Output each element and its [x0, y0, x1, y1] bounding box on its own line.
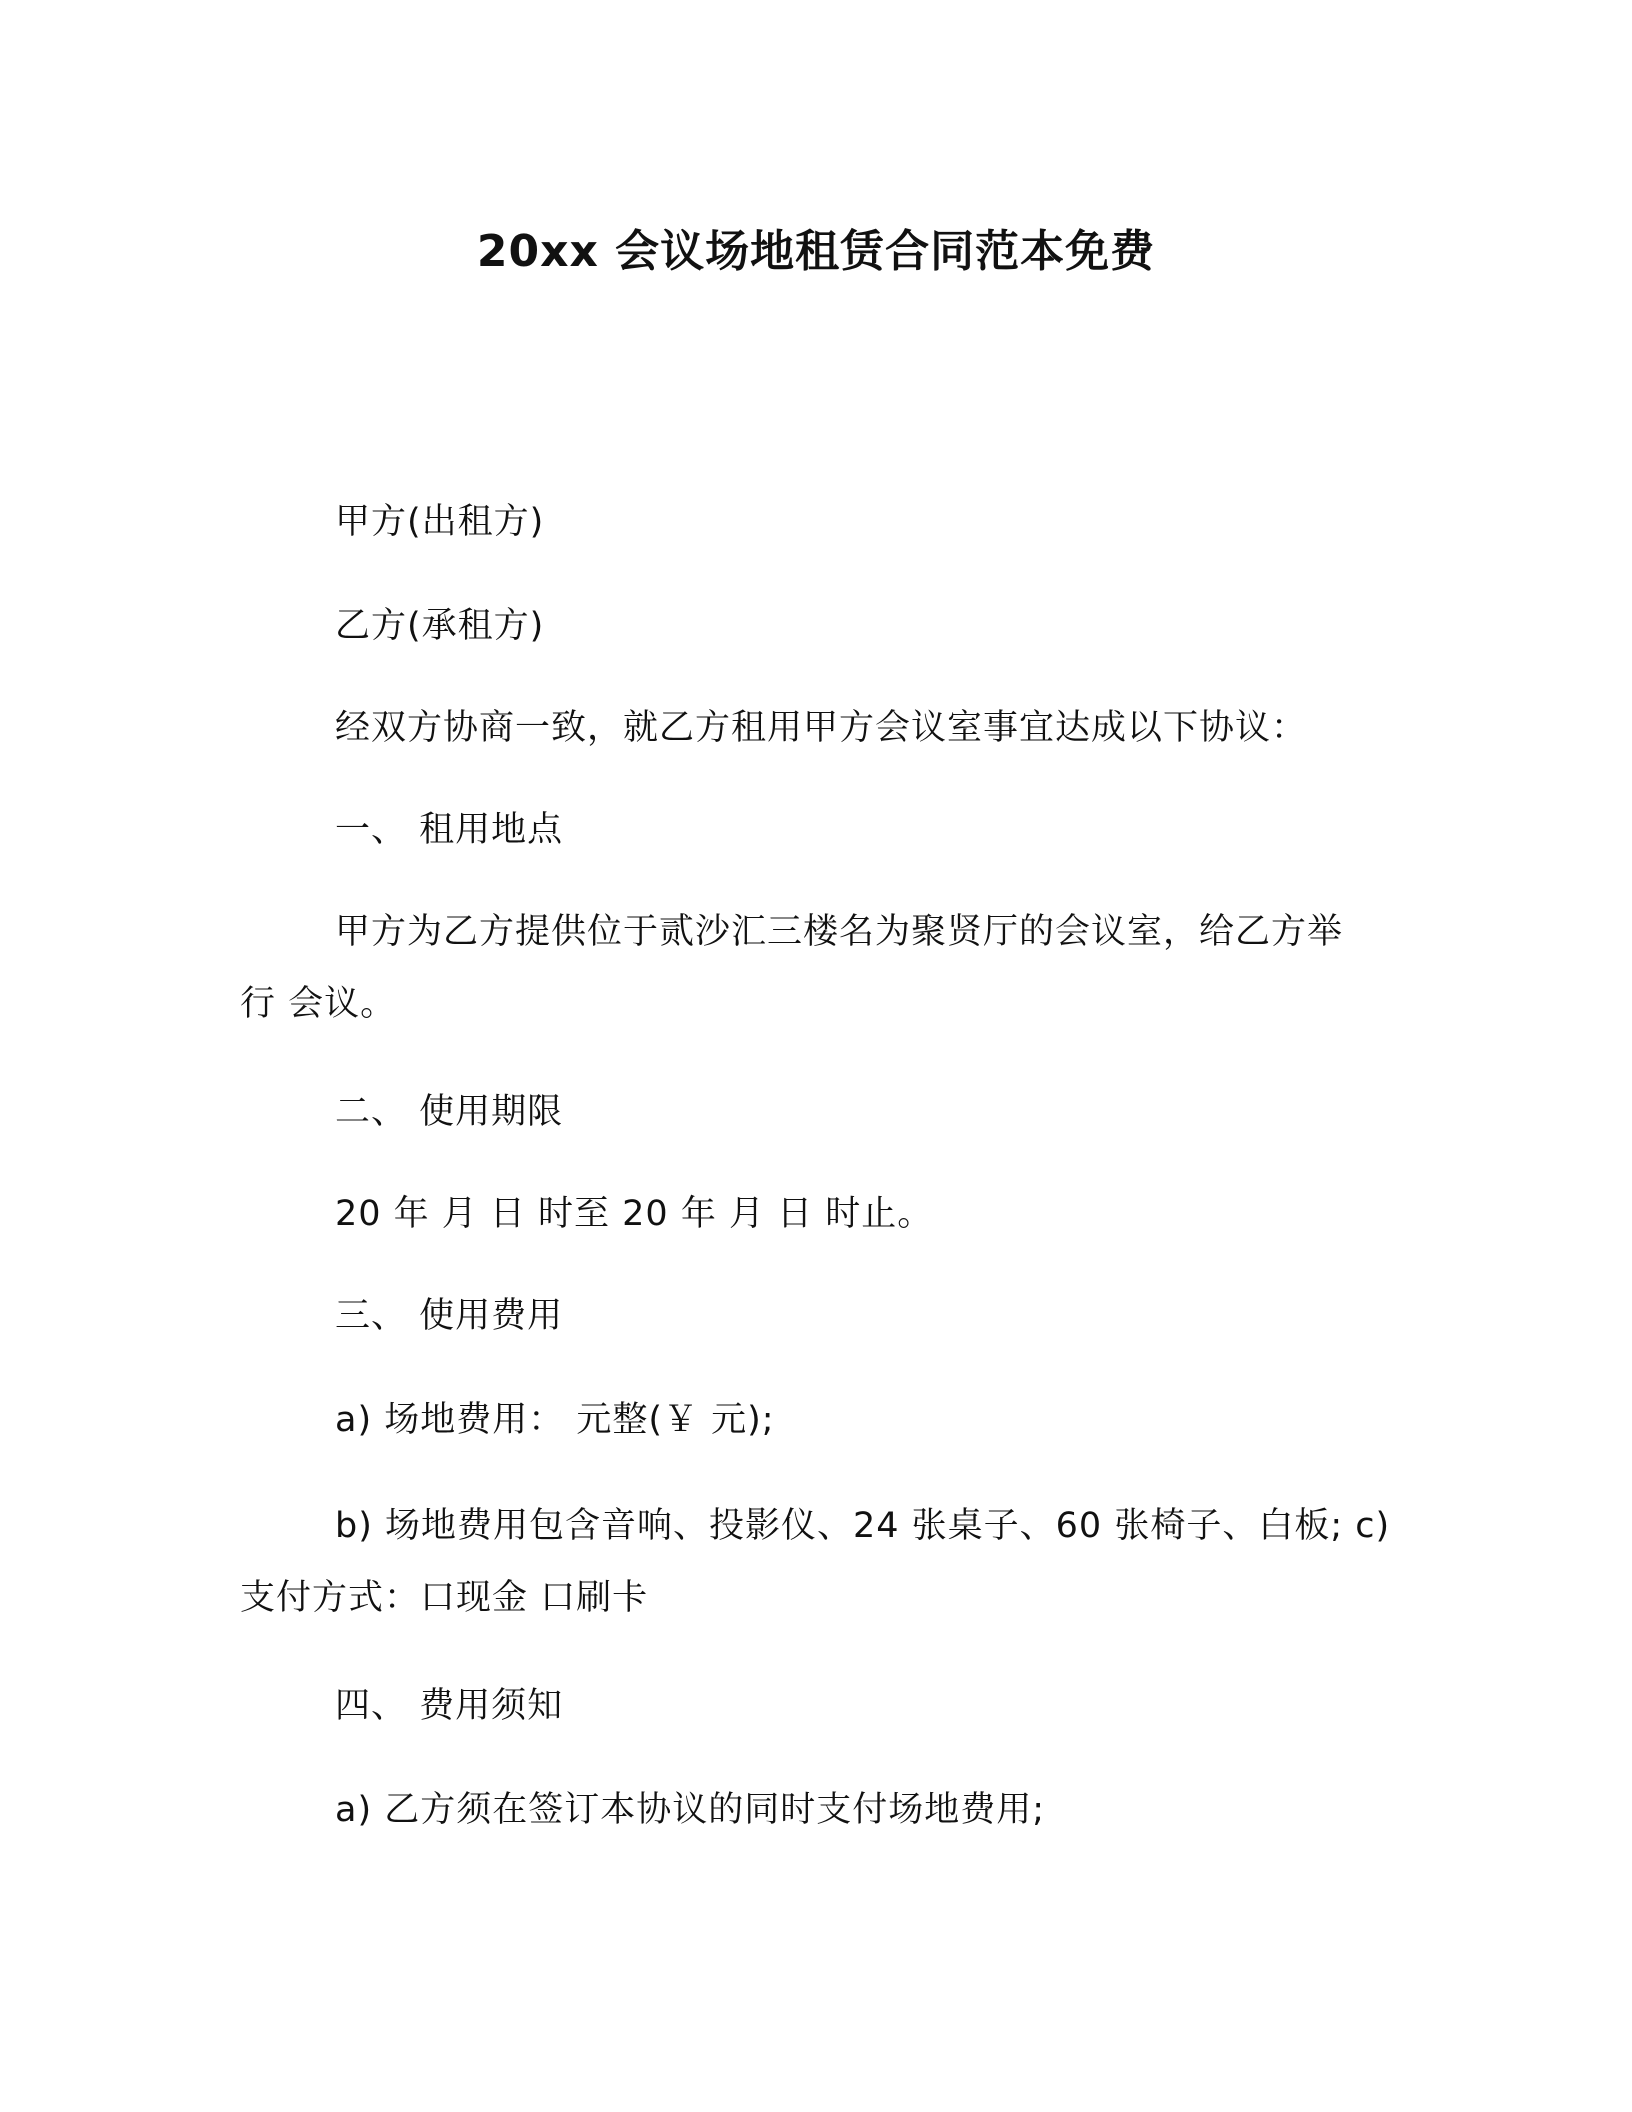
section-4-heading — [240, 1670, 1390, 1742]
document-title: 20xx 会议场地租赁合同范本免费 — [476, 226, 1156, 277]
section-3-heading-text: 三、 使用费用 — [335, 1296, 564, 1336]
party-b-line — [240, 590, 1390, 662]
section-1-line-2 — [240, 968, 1390, 1040]
section-1-heading — [240, 794, 1390, 866]
party-b-label: 乙方(承租方) — [335, 606, 545, 646]
section-2-heading — [240, 1076, 1390, 1148]
section-1-line-1 — [240, 896, 1390, 968]
party-a-line — [240, 486, 1390, 558]
section-3-item-a-text: a) 场地费用： 元整(￥ 元); — [335, 1400, 775, 1440]
section-1-line-1-text: 甲方为乙方提供位于贰沙汇三楼名为聚贤厅的会议室，给乙方举 — [335, 912, 1344, 952]
section-1-line-2-text: 行 会议。 — [240, 984, 397, 1024]
section-2-heading-text: 二、 使用期限 — [335, 1092, 564, 1132]
section-3-item-b-line-2-text: 支付方式：口现金 口刷卡 — [240, 1578, 649, 1618]
intro-text: 经双方协商一致，就乙方租用甲方会议室事宜达成以下协议： — [335, 708, 1308, 748]
section-3-item-b-line-1-text: b) 场地费用包含音响、投影仪、24 张桌子、60 张椅子、白板; c) — [335, 1506, 1391, 1546]
section-2-period-text: 20 年 月 日 时至 20 年 月 日 时止。 — [335, 1194, 934, 1234]
section-1-heading-text: 一、 租用地点 — [335, 810, 564, 850]
section-3-heading — [240, 1280, 1390, 1352]
section-2-period — [240, 1178, 1390, 1250]
party-a-label: 甲方(出租方) — [335, 502, 545, 542]
intro-paragraph — [240, 692, 1390, 764]
section-4-item-a-text: a) 乙方须在签订本协议的同时支付场地费用; — [335, 1790, 1046, 1830]
section-3-item-a — [240, 1384, 1390, 1456]
section-3-item-b-line-1 — [240, 1490, 1390, 1562]
section-4-item-a — [240, 1774, 1390, 1846]
section-4-heading-text: 四、 费用须知 — [335, 1686, 564, 1726]
section-3-item-b-line-2 — [240, 1562, 1390, 1634]
